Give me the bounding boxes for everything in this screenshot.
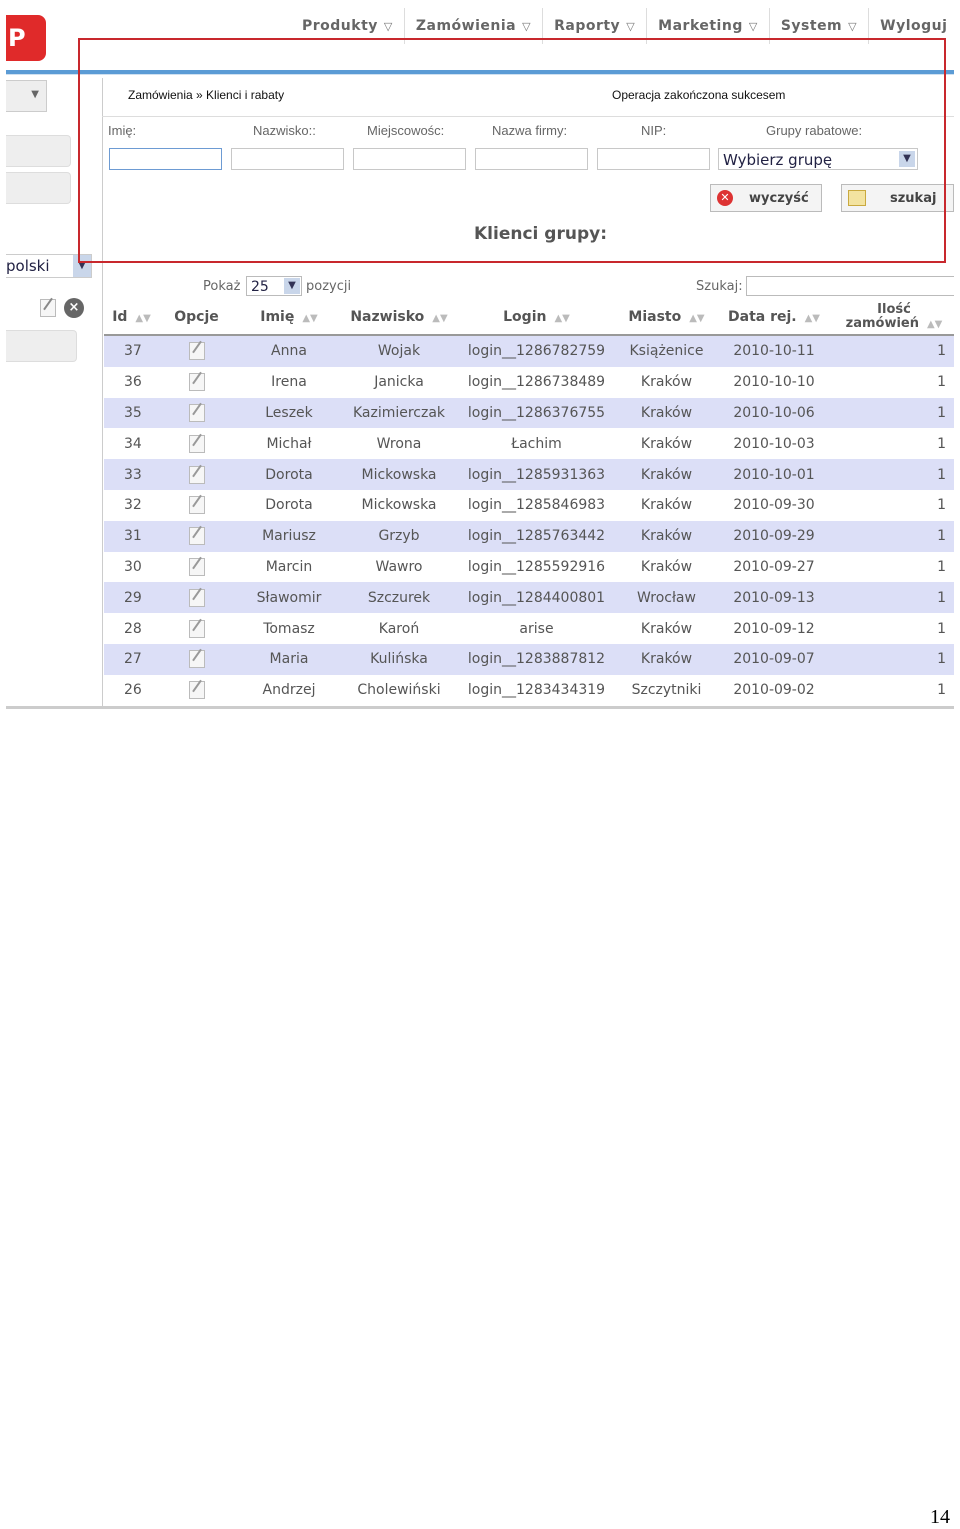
chevron-down-icon: ▼	[284, 278, 300, 294]
column-header-login[interactable]: Login ▲▼	[454, 300, 619, 335]
edit-icon[interactable]	[189, 404, 205, 422]
cell-date: 2010-09-02	[714, 675, 834, 706]
cell-orders: 1	[834, 459, 954, 490]
cell-city: Kraków	[619, 613, 714, 644]
cell-date: 2010-09-07	[714, 644, 834, 675]
cell-id: 29	[104, 582, 159, 613]
nav-item-raporty[interactable]: Raporty ▽	[543, 8, 647, 44]
cell-city: Kraków	[619, 521, 714, 552]
cell-options	[159, 490, 234, 521]
cell-orders: 1	[834, 428, 954, 459]
nav-item-wyloguj[interactable]: Wyloguj	[880, 18, 948, 34]
cell-first-name: Irena	[234, 367, 344, 398]
cell-id: 30	[104, 552, 159, 583]
nav-item-produkty[interactable]: Produkty ▽	[291, 8, 405, 44]
table-row[interactable]	[104, 675, 954, 706]
sort-icon: ▲▼	[554, 313, 570, 324]
cell-first-name: Dorota	[234, 490, 344, 521]
cell-first-name: Mariusz	[234, 521, 344, 552]
cell-login: login__1286738489	[454, 367, 619, 398]
cell-login: login__1285763442	[454, 521, 619, 552]
chevron-down-icon: ▽	[522, 19, 532, 33]
edit-icon[interactable]	[189, 435, 205, 453]
cell-orders: 1	[834, 490, 954, 521]
edit-icon[interactable]	[189, 496, 205, 514]
groups-label: Grupy rabatowe:	[766, 123, 863, 138]
city-label: Miejscowośc:	[367, 123, 445, 138]
cell-orders: 1	[834, 613, 954, 644]
edit-icon[interactable]	[189, 681, 205, 699]
column-header-orders[interactable]: Ilość zamówień ▲▼	[834, 300, 954, 335]
cell-options	[159, 521, 234, 552]
cell-last-name: Mickowska	[344, 490, 454, 521]
table-row[interactable]	[104, 459, 954, 490]
status-message: Operacja zakończona sukcesem	[612, 88, 786, 102]
table-row[interactable]	[104, 582, 954, 613]
cell-id: 36	[104, 367, 159, 398]
sort-icon: ▲▼	[926, 318, 943, 330]
cell-city: Wrocław	[619, 582, 714, 613]
cell-id: 27	[104, 644, 159, 675]
cell-orders: 1	[834, 644, 954, 675]
cell-first-name: Tomasz	[234, 613, 344, 644]
cell-login: login__1285931363	[454, 459, 619, 490]
page-number: 14	[930, 1506, 950, 1528]
cell-login: login__1286782759	[454, 335, 619, 367]
cell-options	[159, 459, 234, 490]
cell-options	[159, 675, 234, 706]
cell-id: 35	[104, 398, 159, 429]
cell-orders: 1	[834, 367, 954, 398]
column-header-options: Opcje	[159, 300, 234, 335]
table-row[interactable]	[104, 490, 954, 521]
cell-city: Kraków	[619, 459, 714, 490]
cell-first-name: Marcin	[234, 552, 344, 583]
cell-id: 31	[104, 521, 159, 552]
edit-icon[interactable]	[189, 373, 205, 391]
cell-city: Kraków	[619, 398, 714, 429]
cell-first-name: Andrzej	[234, 675, 344, 706]
cell-last-name: Wrona	[344, 428, 454, 459]
table-row[interactable]	[104, 367, 954, 398]
cell-options	[159, 428, 234, 459]
language-select[interactable]: polski ▼	[6, 254, 92, 278]
last-name-label: Nazwisko::	[253, 123, 316, 138]
cell-date: 2010-09-12	[714, 613, 834, 644]
cell-login: login__1285846983	[454, 490, 619, 521]
cell-date: 2010-09-30	[714, 490, 834, 521]
cell-options	[159, 613, 234, 644]
cell-orders: 1	[834, 521, 954, 552]
cell-options	[159, 552, 234, 583]
cell-orders: 1	[834, 675, 954, 706]
cell-options	[159, 582, 234, 613]
cell-login: login__1285592916	[454, 552, 619, 583]
cell-id: 32	[104, 490, 159, 521]
cell-city: Szczytniki	[619, 675, 714, 706]
cell-first-name: Dorota	[234, 459, 344, 490]
sidebar-actions	[40, 298, 84, 318]
cell-date: 2010-10-03	[714, 428, 834, 459]
cell-first-name: Sławomir	[234, 582, 344, 613]
cell-id: 33	[104, 459, 159, 490]
bottom-border	[6, 706, 954, 709]
edit-icon[interactable]	[189, 342, 205, 360]
cell-city: Książenice	[619, 335, 714, 367]
cell-last-name: Karoń	[344, 613, 454, 644]
cell-last-name: Wawro	[344, 552, 454, 583]
app-logo: P	[6, 15, 46, 61]
sort-icon: ▲▼	[689, 313, 705, 324]
column-header-id[interactable]: Id ▲▼	[104, 300, 159, 335]
close-icon[interactable]: ×	[64, 298, 84, 318]
sidebar-select[interactable]	[6, 80, 47, 112]
cell-first-name: Maria	[234, 644, 344, 675]
cell-date: 2010-09-13	[714, 582, 834, 613]
cell-city: Kraków	[619, 644, 714, 675]
cell-id: 28	[104, 613, 159, 644]
cell-date: 2010-10-11	[714, 335, 834, 367]
section-title: Klienci grupy:	[474, 224, 607, 244]
cell-orders: 1	[834, 335, 954, 367]
chevron-down-icon: ▼	[31, 89, 39, 100]
cell-last-name: Grzyb	[344, 521, 454, 552]
cell-last-name: Cholewiński	[344, 675, 454, 706]
column-header-city[interactable]: Miasto ▲▼	[619, 300, 714, 335]
cell-date: 2010-09-29	[714, 521, 834, 552]
cell-first-name: Leszek	[234, 398, 344, 429]
chevron-down-icon: ▽	[626, 19, 636, 33]
cell-last-name: Kulińska	[344, 644, 454, 675]
edit-icon[interactable]	[40, 299, 56, 317]
cell-login: login__1284400801	[454, 582, 619, 613]
column-header-last-name[interactable]: Nazwisko ▲▼	[344, 300, 454, 335]
cell-date: 2010-10-06	[714, 398, 834, 429]
cell-city: Kraków	[619, 428, 714, 459]
edit-icon[interactable]	[189, 527, 205, 545]
cell-city: Kraków	[619, 552, 714, 583]
chevron-down-icon: ▽	[748, 19, 758, 33]
cell-last-name: Mickowska	[344, 459, 454, 490]
column-header-first-name[interactable]: Imię ▲▼	[234, 300, 344, 335]
company-label: Nazwa firmy:	[492, 123, 568, 138]
table-row[interactable]	[104, 644, 954, 675]
cell-orders: 1	[834, 582, 954, 613]
cell-last-name: Kazimierczak	[344, 398, 454, 429]
nav-item-marketing[interactable]: Marketing ▽	[647, 8, 770, 44]
cell-login: login__1283434319	[454, 675, 619, 706]
sidebar-button[interactable]	[6, 172, 71, 204]
nip-label: NIP:	[641, 123, 667, 138]
cell-city: Kraków	[619, 367, 714, 398]
chevron-down-icon: ▼	[73, 255, 91, 277]
table-row[interactable]	[104, 521, 954, 552]
table-search-label: Szukaj:	[696, 279, 743, 294]
clear-icon: ✕	[717, 190, 733, 206]
edit-icon[interactable]	[189, 650, 205, 668]
table-row[interactable]	[104, 398, 954, 429]
first-name-label: Imię:	[108, 123, 137, 138]
cell-last-name: Wojak	[344, 335, 454, 367]
cell-last-name: Szczurek	[344, 582, 454, 613]
chevron-down-icon: ▼	[899, 151, 915, 167]
cell-city: Kraków	[619, 490, 714, 521]
edit-icon[interactable]	[189, 620, 205, 638]
chevron-down-icon: ▽	[383, 19, 393, 33]
positions-label: pozycji	[306, 279, 352, 294]
table-search-input[interactable]	[746, 276, 954, 296]
table-row[interactable]	[104, 552, 954, 583]
edit-icon[interactable]	[189, 558, 205, 576]
cell-login: login__1283887812	[454, 644, 619, 675]
screenshot-frame	[6, 0, 954, 712]
cell-options	[159, 367, 234, 398]
edit-icon[interactable]	[189, 589, 205, 607]
table-row[interactable]	[104, 428, 954, 459]
sidebar-button[interactable]	[6, 330, 77, 362]
cell-orders: 1	[834, 552, 954, 583]
nav-item-system[interactable]: System ▽	[770, 8, 869, 44]
cell-date: 2010-10-01	[714, 459, 834, 490]
nav-item-zamowienia[interactable]: Zamówienia ▽	[405, 8, 543, 44]
cell-last-name: Janicka	[344, 367, 454, 398]
column-header-date[interactable]: Data rej. ▲▼	[714, 300, 834, 335]
page-size-select[interactable]: 25 ▼	[246, 276, 302, 296]
cell-login: Łachim	[454, 428, 619, 459]
cell-options	[159, 398, 234, 429]
sort-icon: ▲▼	[135, 313, 151, 324]
show-label: Pokaż	[203, 279, 241, 294]
table-row[interactable]	[104, 335, 954, 367]
highlight-frame	[78, 38, 946, 263]
cell-orders: 1	[834, 398, 954, 429]
cell-options	[159, 335, 234, 367]
sort-icon: ▲▼	[804, 313, 820, 324]
sidebar-button[interactable]	[6, 135, 71, 167]
clients-table	[104, 300, 954, 706]
cell-id: 34	[104, 428, 159, 459]
sort-icon: ▲▼	[302, 313, 318, 324]
search-button[interactable]: szukaj	[841, 184, 954, 212]
cell-date: 2010-10-10	[714, 367, 834, 398]
cell-login: arise	[454, 613, 619, 644]
breadcrumb: Zamówienia » Klienci i rabaty	[128, 88, 285, 102]
clear-button[interactable]: ✕ wyczyść	[710, 184, 822, 212]
chevron-down-icon: ▽	[848, 19, 858, 33]
groups-select[interactable]: Wybierz grupę ▼	[718, 148, 918, 170]
edit-icon[interactable]	[189, 466, 205, 484]
cell-id: 37	[104, 335, 159, 367]
cell-date: 2010-09-27	[714, 552, 834, 583]
cell-first-name: Anna	[234, 335, 344, 367]
cell-login: login__1286376755	[454, 398, 619, 429]
table-header-row	[104, 300, 954, 335]
sort-icon: ▲▼	[432, 313, 448, 324]
cell-options	[159, 644, 234, 675]
table-row[interactable]	[104, 613, 954, 644]
cell-first-name: Michał	[234, 428, 344, 459]
cell-id: 26	[104, 675, 159, 706]
